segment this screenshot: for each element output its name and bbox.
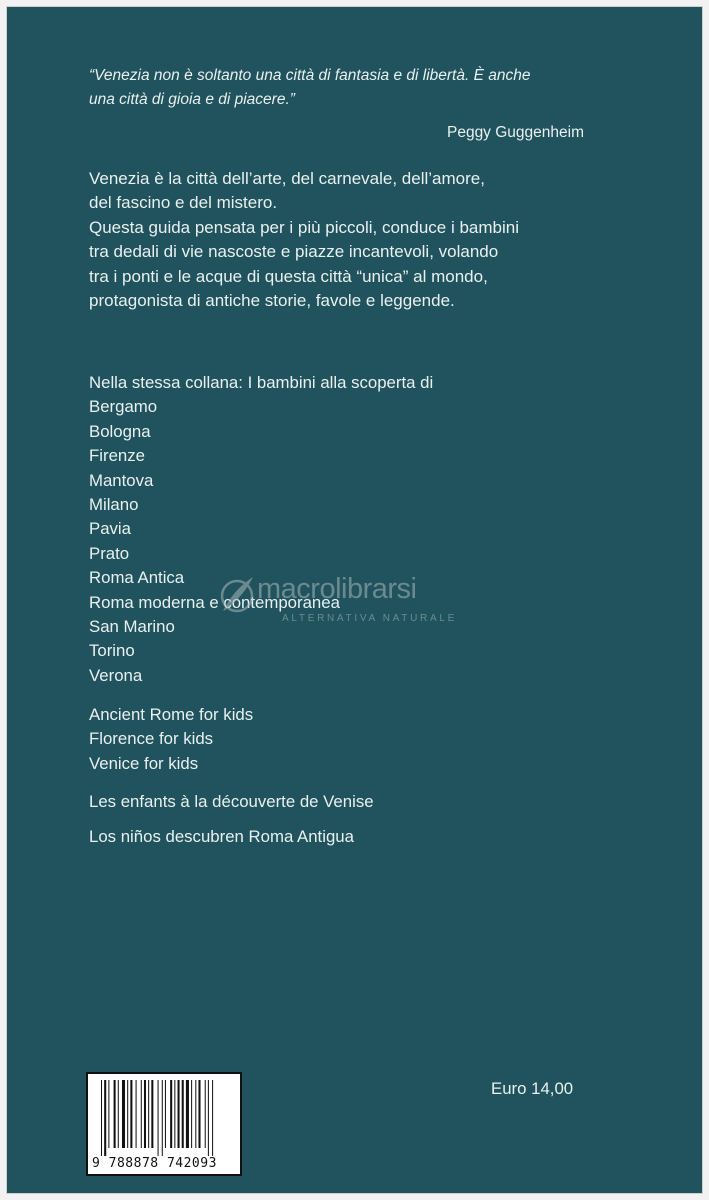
english-title: Venice for kids <box>89 753 199 773</box>
barcode-bar <box>122 1080 125 1148</box>
barcode-bar <box>104 1080 106 1156</box>
barcode-bar <box>118 1080 119 1148</box>
price: Euro 14,00 <box>491 1079 574 1098</box>
series-item: San Marino <box>89 617 175 637</box>
barcode-bar <box>141 1080 142 1148</box>
watermark-tagline: ALTERNATIVA NATURALE <box>282 613 457 624</box>
barcode-bar <box>186 1080 189 1148</box>
barcode-bar <box>178 1080 180 1148</box>
barcode-bar <box>170 1080 172 1148</box>
series-item: Verona <box>89 665 143 685</box>
watermark-brand: macrolibrarsi <box>257 573 417 605</box>
spanish-title: Los niños descubren Roma Antigua <box>89 827 354 846</box>
barcode-bar <box>148 1080 149 1148</box>
barcode-bar <box>208 1080 209 1156</box>
english-titles <box>89 703 253 776</box>
barcode-bar <box>151 1080 153 1148</box>
description-line: Venezia è la città dell’arte, del carnevale, dell’amore, <box>89 169 485 188</box>
series-item: Bergamo <box>89 397 158 417</box>
barcode-bar <box>198 1080 200 1148</box>
barcode-bar <box>127 1080 128 1148</box>
barcode <box>86 1072 242 1176</box>
quote-author: Peggy Guggenheim <box>446 124 584 141</box>
barcode-bar <box>162 1080 163 1156</box>
barcode-bar <box>212 1080 213 1156</box>
series-item: Roma moderna e contemporanea <box>89 592 340 612</box>
series-item: Roma Antica <box>89 568 185 588</box>
barcode-digits: 9 788878 742093 <box>92 1156 217 1171</box>
series-item: Milano <box>89 495 139 515</box>
description-line: Questa guida pensata per i più piccoli, conduce i bambini <box>89 217 519 237</box>
description-line: tra dedali di vie nascoste e piazze incantevoli, volando <box>89 242 499 262</box>
series-item: Mantova <box>89 470 154 490</box>
barcode-bar <box>191 1080 192 1148</box>
description-line: del fascino e del mistero. <box>89 193 278 213</box>
barcode-bar <box>136 1080 137 1148</box>
series-item: Pavia <box>89 519 131 539</box>
description-line: protagonista di antiche storie, favole e leggende. <box>89 291 455 311</box>
leaf-logo-icon <box>217 573 255 617</box>
barcode-bar <box>108 1080 109 1148</box>
quote-line-1: “Venezia non è soltanto una città di fantasia e di libertà. È anche <box>89 67 531 84</box>
barcode-bar <box>101 1080 102 1156</box>
barcode-bar <box>144 1080 146 1148</box>
series-heading: Nella stessa collana: I bambini alla scoperta di <box>89 373 434 392</box>
barcode-bar <box>174 1080 175 1148</box>
barcode-bar <box>195 1080 196 1148</box>
series-item: Firenze <box>89 446 145 466</box>
english-title: Florence for kids <box>89 729 214 749</box>
series-item: Bologna <box>89 421 151 441</box>
description <box>89 167 629 313</box>
series-item: Torino <box>89 641 135 661</box>
series-item: Prato <box>89 543 130 563</box>
barcode-bar <box>130 1080 132 1148</box>
english-title: Ancient Rome for kids <box>89 705 254 724</box>
description-line: tra i ponti e le acque di questa città “unica” al mondo, <box>89 266 488 286</box>
quote <box>89 64 609 112</box>
barcode-bar <box>158 1080 159 1156</box>
watermark <box>217 571 517 641</box>
barcode-bar <box>165 1080 166 1148</box>
book-back-cover <box>6 6 703 1194</box>
barcode-bar <box>205 1080 206 1148</box>
barcode-bar <box>114 1080 116 1148</box>
french-title: Les enfants à la découverte de Venise <box>89 792 374 811</box>
quote-line-2: una città di gioia e di piacere.” <box>89 91 295 108</box>
barcode-icon <box>101 1080 231 1156</box>
barcode-bar <box>182 1080 184 1148</box>
